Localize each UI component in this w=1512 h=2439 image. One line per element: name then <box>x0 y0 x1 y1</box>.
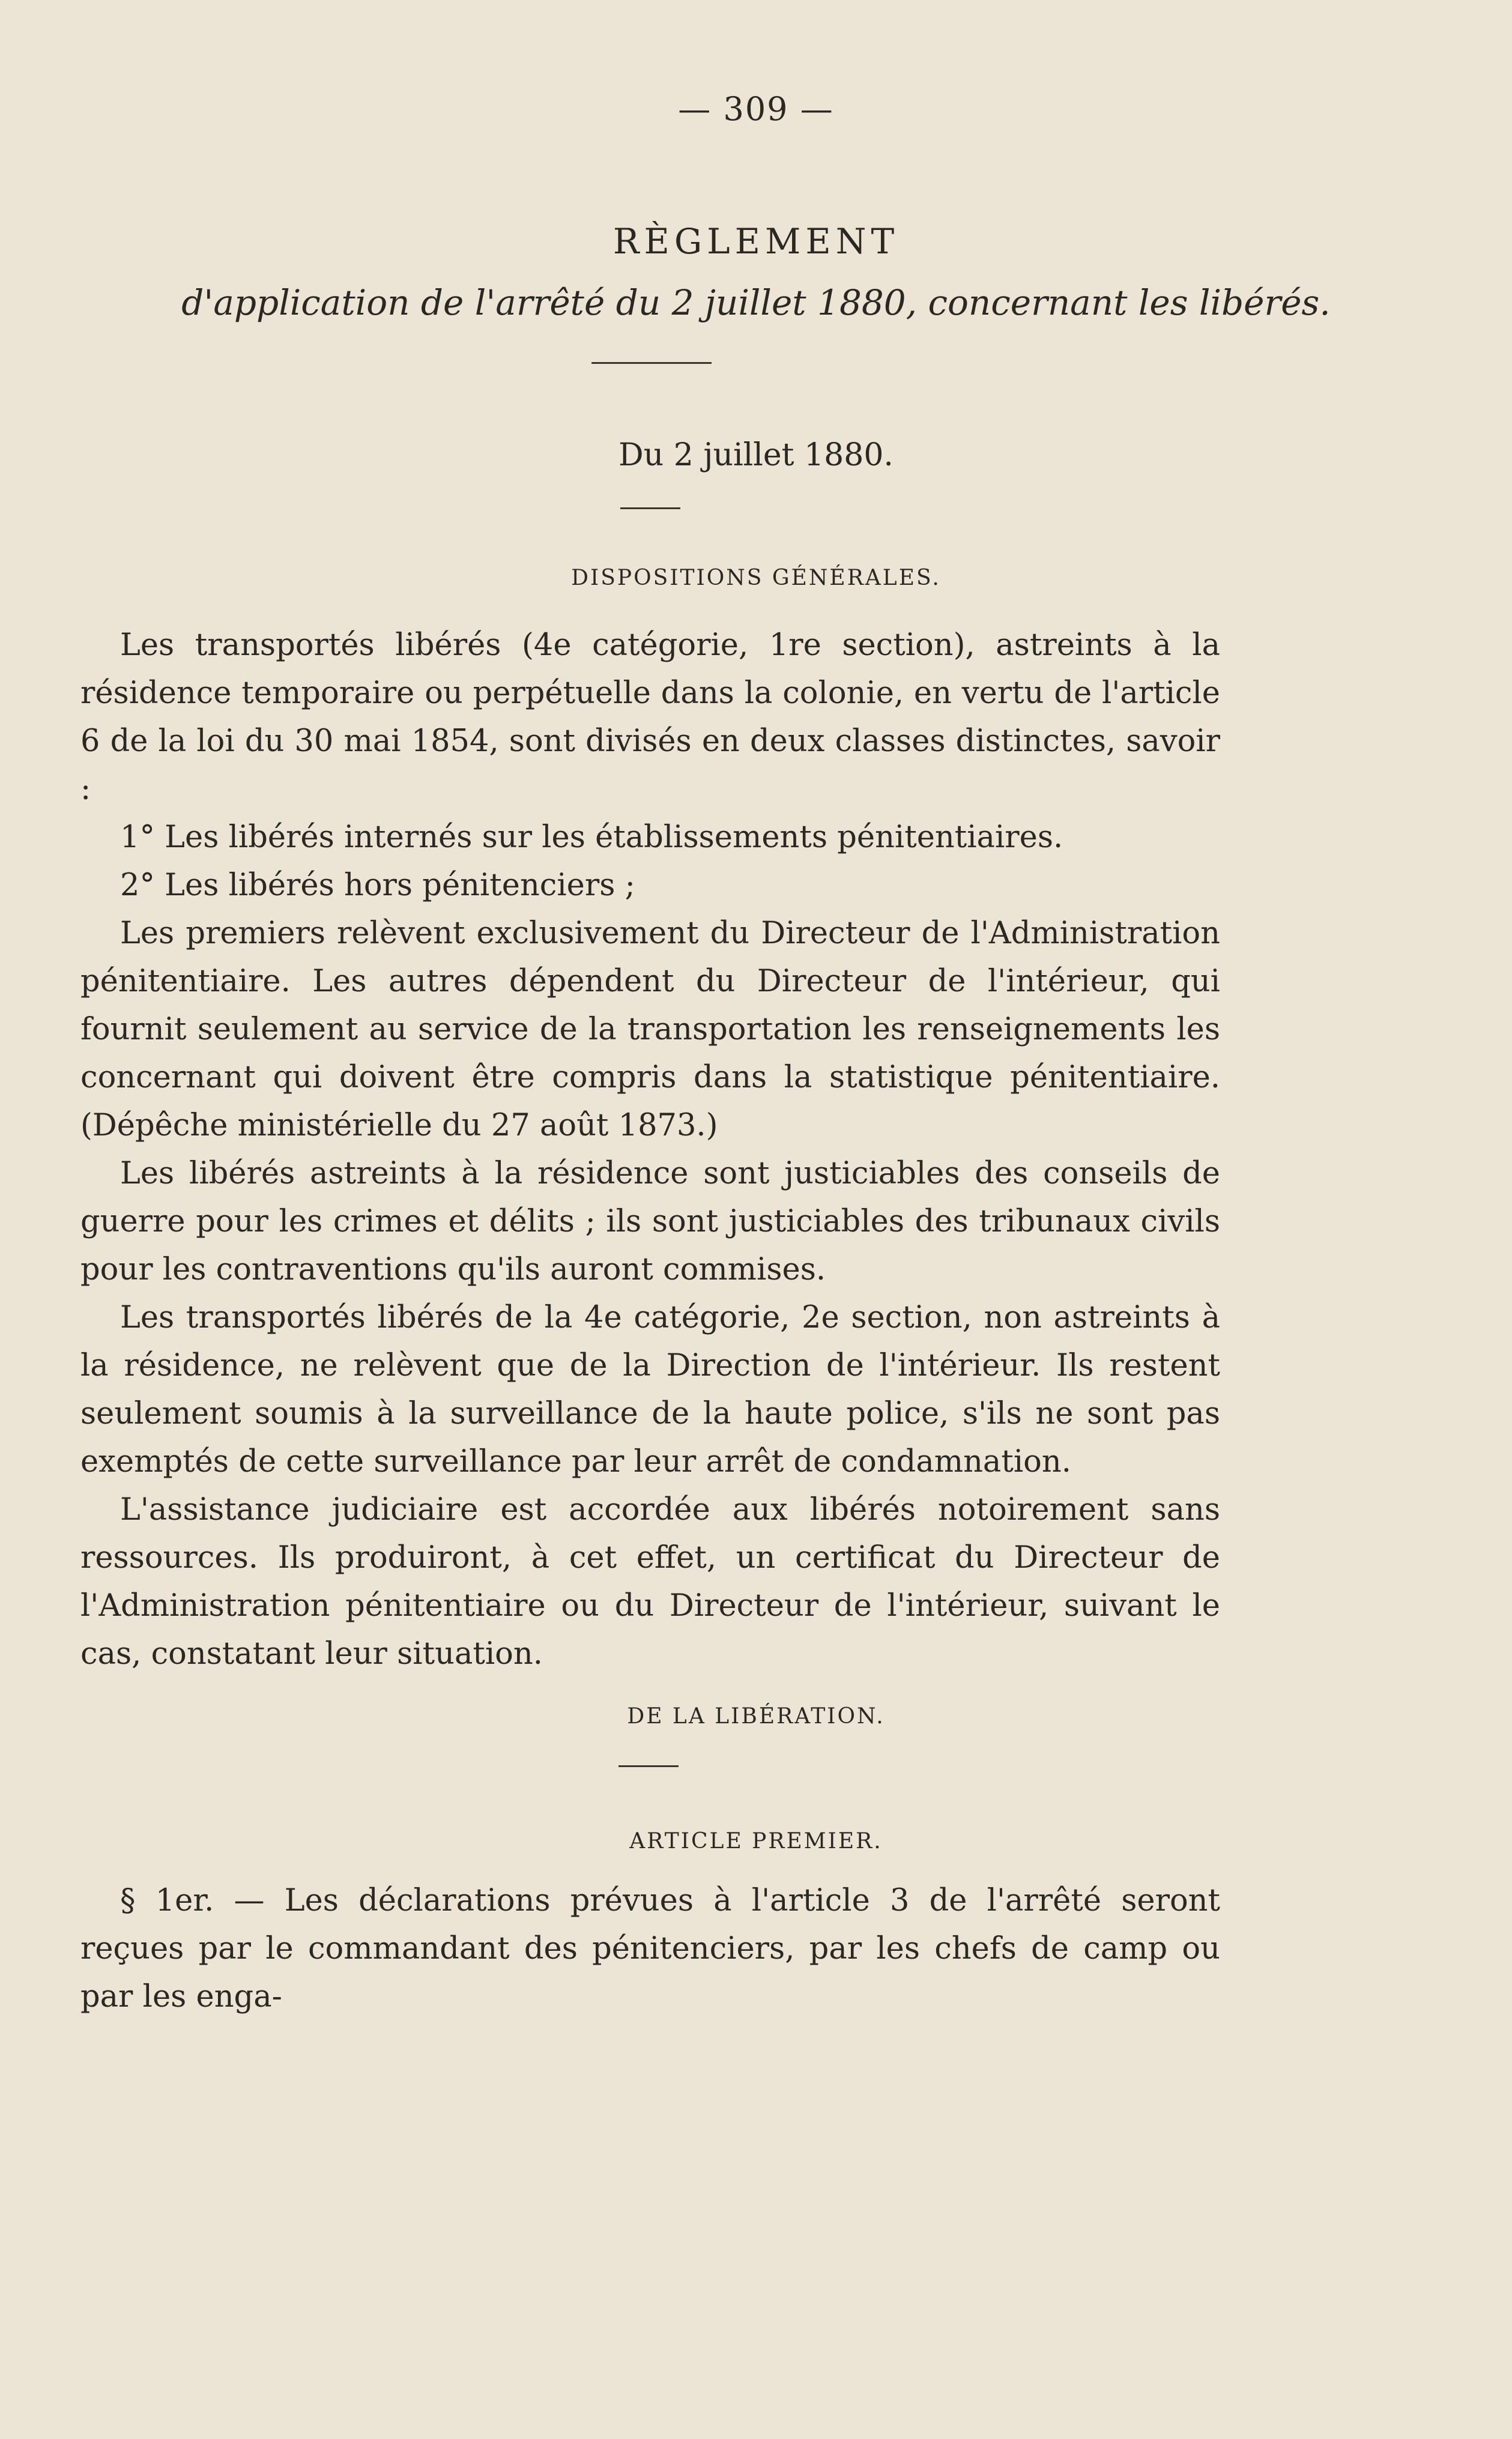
date-line: Du 2 juillet 1880. <box>618 437 894 473</box>
paragraph: Les transportés libérés de la 4e catégorie, 2e section, non astreints à la résidence, ne relèvent que de la Direction de l'intérieur. Ils restent seulement soumis à la surveillance de la haute police, s'ils ne sont pas exemptés de cette surveillance par leur arrêt de condamnation. <box>80 1300 1220 1479</box>
list-item: 2° Les libérés hors pénitenciers ; <box>120 868 635 903</box>
paragraph-article-1: § 1er. — Les déclarations prévues à l'article 3 de l'arrêté seront reçues par le commandant des pénitenciers, par les chefs de camp ou par les enga- <box>80 1883 1220 2014</box>
paragraph: L'assistance judiciaire est accordée aux libérés notoirement sans ressources. Ils produiront, à cet effet, un certificat du Directeur de l'Administration pénitentiaire ou du Directeur de l'intérieur, suivant le cas, constatant leur situation. <box>80 1492 1220 1672</box>
article-text <box>80 1877 1220 2021</box>
paragraph: Les libérés astreints à la résidence sont justiciables des conseils de guerre pour les crimes et délits ; ils sont justiciables des tribunaux civils pour les contraventions qu'ils auront commises. <box>80 1156 1220 1287</box>
liberation-divider <box>618 1765 679 1767</box>
page-number: — 309 — <box>678 90 834 128</box>
list-item: 1° Les libérés internés sur les établissements pénitentiaires. <box>120 820 1063 855</box>
document-title: RÈGLEMENT <box>612 221 900 262</box>
paragraph: Les premiers relèvent exclusivement du Directeur de l'Administration pénitentiaire. Les autres dépendent du Directeur de l'intérieur, qui fournit seulement au service de la transportation les renseignements les concernant qui doivent être compris dans la statistique pénitentiaire. (Dépêche ministérielle du 27 août 1873.) <box>80 916 1220 1143</box>
general-provisions-text <box>80 621 1220 1678</box>
section-heading-liberation: DE LA LIBÉRATION. <box>627 1704 885 1729</box>
paragraph-intro: Les transportés libérés (4e catégorie, 1re section), astreints à la résidence temporaire ou perpétuelle dans la colonie, en vertu de l'article 6 de la loi du 30 mai 1854, sont divisés en deux classes distinctes, savoir : <box>80 627 1220 807</box>
article-heading: ARTICLE PREMIER. <box>629 1829 883 1854</box>
document-subtitle: d'application de l'arrêté du 2 juillet 1880, concernant les libérés. <box>181 282 1331 323</box>
date-divider <box>620 507 680 509</box>
title-divider <box>591 362 712 364</box>
section-heading-general: DISPOSITIONS GÉNÉRALES. <box>571 566 941 590</box>
